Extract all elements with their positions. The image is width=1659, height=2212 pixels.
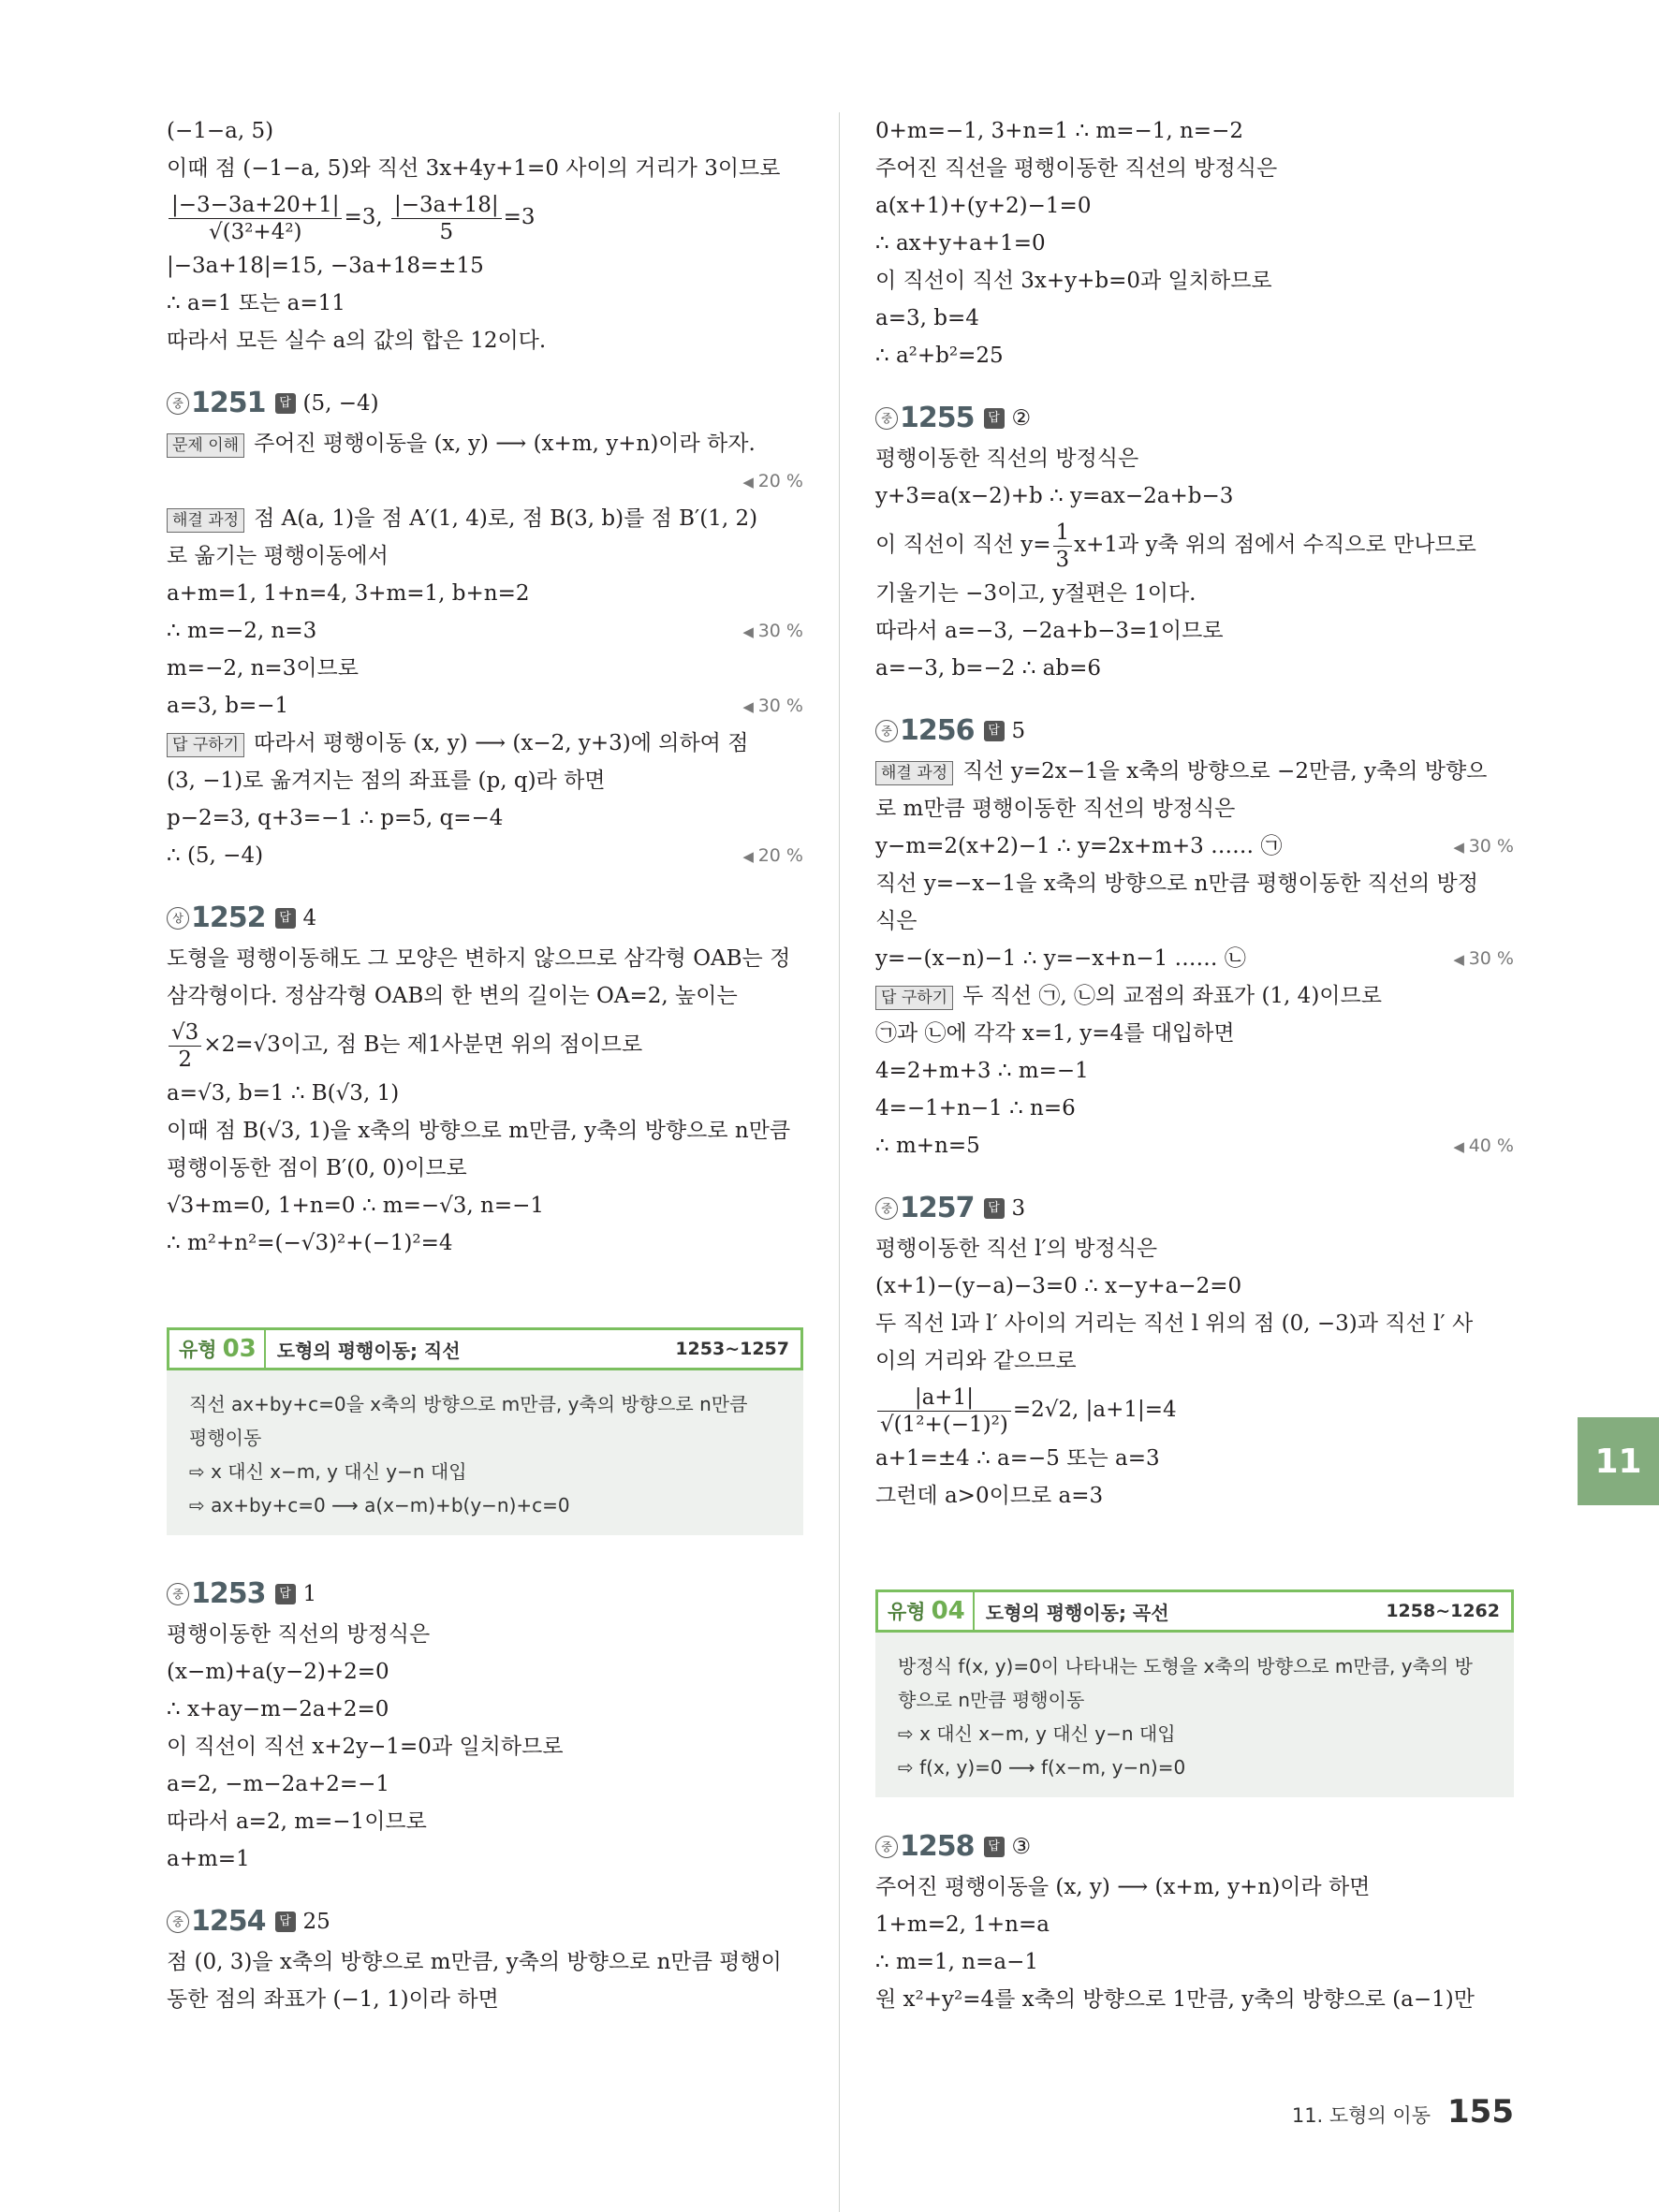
text-line: 두 직선 l과 l′ 사이의 거리는 직선 l 위의 점 (0, −3)과 직선 l′ 사 (875, 1311, 1474, 1336)
text-line: a+m=1, 1+n=4, 3+m=1, b+n=2 (167, 581, 530, 606)
text-line: (x+1)−(y−a)−3=0 ∴ x−y+a−2=0 (875, 1274, 1242, 1298)
text-line: 평행이동한 직선 l′의 방정식은 (875, 1237, 1158, 1261)
text-line: y+3=a(x−2)+b ∴ y=ax−2a+b−3 (875, 484, 1234, 508)
text-line: ∴ a²+b²=25 (875, 344, 1004, 368)
text-line: ∴ (5, −4) (167, 843, 264, 868)
text-line: ∴ m=1, n=a−1 (875, 1950, 1038, 1974)
text-line: 방정식 f(x, y)=0이 나타내는 도형을 x축의 방향으로 m만큼, y축의 방 (898, 1655, 1473, 1677)
answer-icon: 답 (275, 908, 296, 929)
text-line: |−3a+18|=15, −3a+18=±15 (167, 254, 484, 278)
text-line: 4=2+m+3 ∴ m=−1 (875, 1059, 1089, 1083)
text-line: a=−3, b=−2 ∴ ab=6 (875, 656, 1102, 681)
type-box-header (167, 1327, 803, 1370)
problem-number: 1254 (191, 1905, 266, 1938)
score-percent: ◀ 20 % (742, 837, 803, 875)
text-line: 주어진 평행이동을 (x, y) ⟶ (x+m, y+n)이라 하자. (254, 432, 756, 456)
difficulty-badge: 중 (167, 392, 189, 415)
page-number: 155 (1447, 2093, 1514, 2131)
text-line: ∴ x+ay−m−2a+2=0 (167, 1697, 389, 1721)
type-number: 03 (222, 1335, 257, 1363)
text-line: a=√3, b=1 ∴ B(√3, 1) (167, 1081, 400, 1106)
answer-value: 3 (1011, 1196, 1026, 1221)
answer-value: ② (1011, 406, 1032, 431)
text-line: 식은 (875, 909, 918, 933)
score-percent: ◀ 40 % (1453, 1127, 1514, 1165)
problem-header-1255 (875, 397, 1514, 440)
formula-line: 이 직선이 직선 y= $\frac{1}{3}$ x+1과 y축 위의 점에서 수직으로 만나므로 (875, 520, 1476, 572)
text-line: 로 옮기는 평행이동에서 (167, 544, 389, 568)
text-line: ⇨ x 대신 x−m, y 대신 y−n 대입 (189, 1460, 467, 1483)
text-line: (x−m)+a(y−2)+2=0 (167, 1660, 389, 1684)
answer-icon: 답 (984, 408, 1005, 429)
chapter-tab: 11 (1578, 1417, 1659, 1505)
text-line: p−2=3, q+3=−1 ∴ p=5, q=−4 (167, 806, 504, 830)
answer-value: ③ (1011, 1835, 1032, 1859)
problem-header-1257 (875, 1187, 1514, 1230)
text-line: 점 A(a, 1)을 점 A′(1, 4)로, 점 B(3, b)를 점 B′(1, 2) (254, 506, 758, 531)
problem-header-1254 (167, 1900, 803, 1943)
type-label: 유형 (179, 1339, 217, 1361)
score-percent: ◀ 30 % (1453, 828, 1514, 866)
answer-icon: 답 (984, 1198, 1005, 1219)
text-line: ∴ m=−2, n=3 (167, 619, 317, 643)
score-percent: ◀ 20 % (742, 462, 803, 501)
answer-value: 4 (302, 906, 317, 930)
answer-icon: 답 (984, 1837, 1005, 1857)
difficulty-badge: 중 (167, 1911, 189, 1933)
problem-number: 1255 (900, 402, 975, 434)
problem-header-1256 (875, 710, 1514, 753)
difficulty-badge: 중 (875, 1836, 898, 1858)
text-line: 평행이동한 직선의 방정식은 (167, 1622, 431, 1647)
type-range: 1253~1257 (675, 1339, 789, 1359)
type-title: 도형의 평행이동; 직선 (276, 1339, 461, 1362)
formula-line: $\frac{|a+1|}{\text{√(1²+(−1)²)}}$ =2√2, |a+1|=4 (875, 1380, 1514, 1440)
text-line: ⇨ ax+by+c=0 ⟶ a(x−m)+b(y−n)+c=0 (189, 1494, 570, 1516)
text-line: 평행이동 (189, 1427, 262, 1449)
score-percent: ◀ 30 % (742, 687, 803, 725)
text-line: 기울기는 −3이고, y절편은 1이다. (875, 581, 1197, 606)
difficulty-badge: 중 (875, 407, 898, 430)
text-line: (3, −1)로 옮겨지는 점의 좌표를 (p, q)라 하면 (167, 769, 606, 793)
difficulty-badge: 상 (167, 907, 189, 930)
text-line: ⇨ x 대신 x−m, y 대신 y−n 대입 (898, 1722, 1176, 1745)
answer-value: (5, −4) (302, 391, 379, 416)
text-line: ⇨ f(x, y)=0 ⟶ f(x−m, y−n)=0 (898, 1756, 1186, 1779)
text-line: m=−2, n=3이므로 (167, 656, 359, 681)
problem-header-1252 (167, 897, 803, 940)
page-footer (1292, 2093, 1514, 2131)
text-line: ∴ a=1 또는 a=11 (167, 291, 345, 315)
text-line: 이 직선이 직선 x+2y−1=0과 일치하므로 (167, 1735, 564, 1759)
text-line: ∴ m+n=5 (875, 1134, 980, 1158)
text-line: 삼각형이다. 정삼각형 OAB의 한 변의 길이는 OA=2, 높이는 (167, 984, 738, 1008)
text-line: a(x+1)+(y+2)−1=0 (875, 194, 1092, 218)
text-line: √3+m=0, 1+n=0 ∴ m=−√3, n=−1 (167, 1194, 545, 1218)
text-line: 따라서 평행이동 (x, y) ⟶ (x−2, y+3)에 의하여 점 (254, 731, 749, 755)
step-tag: 해결 과정 (875, 761, 953, 785)
problem-header-1251 (167, 382, 803, 425)
step-tag: 답 구하기 (167, 733, 244, 757)
text-line: a+1=±4 ∴ a=−5 또는 a=3 (875, 1446, 1160, 1471)
text-line: 4=−1+n−1 ∴ n=6 (875, 1096, 1076, 1121)
type-box-04 (875, 1589, 1514, 1797)
type-box-body (167, 1370, 803, 1535)
text-line: a=3, b=4 (875, 306, 979, 330)
text-line: 원 x²+y²=4를 x축의 방향으로 1만큼, y축의 방향으로 (a−1)만 (875, 1987, 1475, 2012)
left-column (167, 112, 803, 2018)
text-line: 이 직선이 직선 3x+y+b=0과 일치하므로 (875, 269, 1272, 293)
type-box-header (875, 1589, 1514, 1633)
text-line: 두 직선 ㉠, ㉡의 교점의 좌표가 (1, 4)이므로 (962, 984, 1382, 1008)
chapter-title: 11. 도형의 이동 (1291, 2104, 1431, 2127)
text-line: 직선 y=2x−1을 x축의 방향으로 −2만큼, y축의 방향으 (962, 759, 1488, 784)
text-line: 주어진 평행이동을 (x, y) ⟶ (x+m, y+n)이라 하면 (875, 1875, 1371, 1899)
answer-icon: 답 (275, 1912, 296, 1932)
type-title: 도형의 평행이동; 곡선 (985, 1601, 1169, 1624)
text-line: 평행이동한 점이 B′(0, 0)이므로 (167, 1156, 467, 1180)
type-box-body (875, 1633, 1514, 1797)
text-line: 1+m=2, 1+n=a (875, 1912, 1050, 1937)
text-line: 따라서 a=2, m=−1이므로 (167, 1809, 427, 1834)
fraction: $\frac{1}{3}$ (1053, 520, 1073, 573)
problem-number: 1252 (191, 901, 266, 934)
answer-value: 1 (302, 1582, 317, 1606)
fraction: $\frac{|a+1|}{\text{√(1²+(−1)²)}}$ (877, 1384, 1011, 1438)
step-tag: 해결 과정 (167, 508, 244, 533)
text-line: a+m=1 (167, 1847, 250, 1871)
text-line: y−m=2(x+2)−1 ∴ y=2x+m+3 …… ㉠ (875, 834, 1283, 858)
text-line: ㉠과 ㉡에 각각 x=1, y=4를 대입하면 (875, 1021, 1235, 1046)
problem-header-1258 (875, 1825, 1514, 1868)
text-line: 그런데 a>0이므로 a=3 (875, 1484, 1104, 1508)
fraction: $\frac{|-3a+18|}{5}$ (391, 192, 502, 245)
score-percent: ◀ 30 % (1453, 940, 1514, 978)
problem-number: 1257 (900, 1192, 975, 1224)
type-box-03 (167, 1327, 803, 1535)
difficulty-badge: 중 (875, 720, 898, 742)
answer-icon: 답 (275, 1584, 296, 1604)
type-label: 유형 (888, 1601, 926, 1623)
formula-line: $\frac{|-3-3a+20+1|}{\text{√(3²+4²)}}$ =3, $\frac{|-3a+18|}{5}$ =3 (167, 187, 803, 247)
text-line: 주어진 직선을 평행이동한 직선의 방정식은 (875, 156, 1278, 181)
text-line: 이때 점 B(√3, 1)을 x축의 방향으로 m만큼, y축의 방향으로 n만큼 (167, 1119, 791, 1143)
score-percent: ◀ 30 % (742, 612, 803, 651)
text-line: 직선 y=−x−1을 x축의 방향으로 n만큼 평행이동한 직선의 방정 (875, 872, 1478, 896)
text-line: 평행이동한 직선의 방정식은 (875, 447, 1139, 471)
right-column (875, 112, 1514, 2018)
text-line: 동한 점의 좌표가 (−1, 1)이라 하면 (167, 1987, 499, 2012)
text-line: 향으로 n만큼 평행이동 (898, 1689, 1085, 1711)
text-line: (−1−a, 5) (167, 119, 274, 143)
problem-number: 1256 (900, 714, 975, 747)
answer-value: 5 (1011, 719, 1026, 743)
text-line: ∴ m²+n²=(−√3)²+(−1)²=4 (167, 1231, 453, 1255)
difficulty-badge: 중 (167, 1583, 189, 1605)
text-line: 직선 ax+by+c=0을 x축의 방향으로 m만큼, y축의 방향으로 n만큼 (189, 1393, 748, 1415)
problem-number: 1258 (900, 1830, 975, 1863)
type-number: 04 (931, 1597, 965, 1625)
column-divider (839, 112, 840, 2212)
text-line: y=−(x−n)−1 ∴ y=−x+n−1 …… ㉡ (875, 946, 1246, 971)
step-tag: 답 구하기 (875, 986, 953, 1010)
problem-header-1253 (167, 1573, 803, 1616)
text-line: 이때 점 (−1−a, 5)와 직선 3x+4y+1=0 사이의 거리가 3이므로 (167, 156, 781, 181)
problem-number: 1253 (191, 1577, 266, 1610)
answer-icon: 답 (275, 393, 296, 414)
text-line: a=2, −m−2a+2=−1 (167, 1772, 390, 1796)
text-line: 따라서 a=−3, −2a+b−3=1이므로 (875, 619, 1224, 643)
text-line: 0+m=−1, 3+n=1 ∴ m=−1, n=−2 (875, 119, 1243, 143)
text-line: 로 m만큼 평행이동한 직선의 방정식은 (875, 797, 1236, 821)
text-line: 이의 거리와 같으므로 (875, 1349, 1077, 1373)
fraction: $\frac{|-3-3a+20+1|}{\text{√(3²+4²)}}$ (169, 192, 342, 245)
text-line: 따라서 모든 실수 a의 값의 합은 12이다. (167, 329, 547, 353)
text-line: ∴ ax+y+a+1=0 (875, 231, 1046, 256)
difficulty-badge: 중 (875, 1197, 898, 1220)
fraction: $\frac{√3}{2}$ (169, 1019, 201, 1073)
step-tag: 문제 이해 (167, 433, 244, 458)
text-line: a=3, b=−1 (167, 694, 289, 718)
formula-line: $\frac{√3}{2}$ ×2=√3이고, 점 B는 제1사분면 위의 점이므로 (167, 1015, 803, 1075)
answer-icon: 답 (984, 721, 1005, 741)
text-line: 점 (0, 3)을 x축의 방향으로 m만큼, y축의 방향으로 n만큼 평행이 (167, 1950, 782, 1974)
problem-number: 1251 (191, 387, 266, 419)
type-range: 1258~1262 (1386, 1601, 1500, 1621)
text-line: 도형을 평행이동해도 그 모양은 변하지 않으므로 삼각형 OAB는 정 (167, 946, 791, 971)
answer-value: 25 (302, 1910, 330, 1934)
